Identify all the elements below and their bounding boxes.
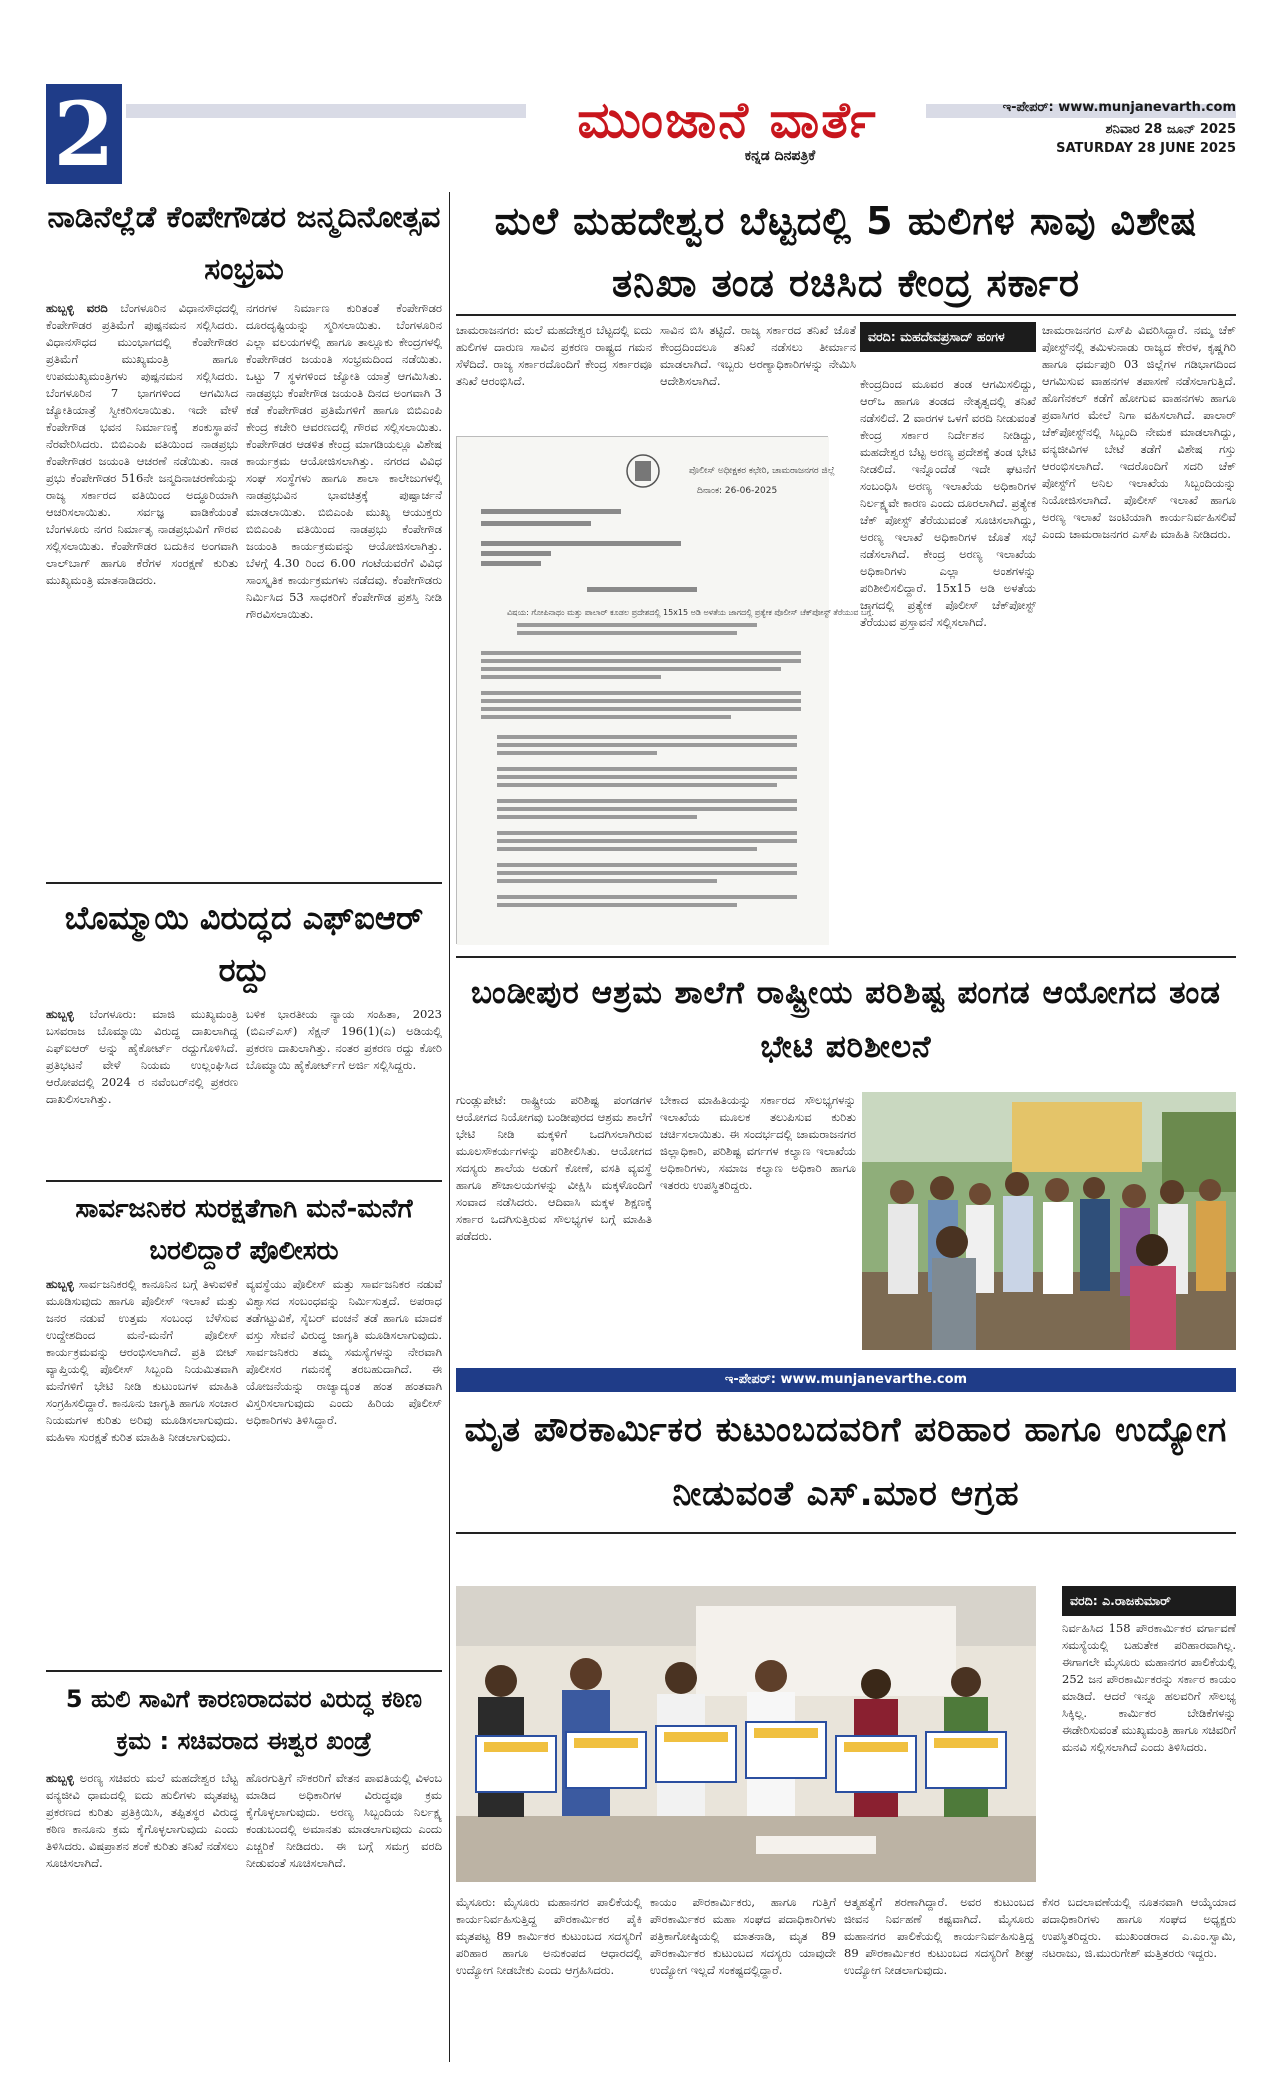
bandipur-body-col1: ಗುಂಡ್ಲುಪೇಟೆ: ರಾಷ್ಟ್ರೀಯ ಪರಿಶಿಷ್ಟ ಪಂಗಡಗಳ ಆಯೋಗದ ನಿಯೋಗವು ಬಂಡೀಪುರದ ಆಶ್ರಮ ಶಾಲೆಗೆ ಭೇಟಿ ನೀಡಿ ಮಕ್ಕಳಿಗೆ ಒದಗಿಸಲಾಗಿರುವ ಮೂಲಸೌಕರ್ಯಗಳನ್ನು ಪರಿಶೀಲಿಸಿತು. ಆಯೋಗದ ಸದಸ್ಯರು ಶಾಲೆಯ ಅಡುಗೆ ಕೋಣೆ, ವಸತಿ ವ್ಯವಸ್ಥೆ ಹಾಗೂ ಶೌಚಾಲಯಗಳನ್ನು ವೀಕ್ಷಿಸಿ ಮಕ್ಕಳೊಂದಿಗೆ ಸಂವಾದ ನಡೆಸಿದರು. ಆದಿವಾಸಿ ಮಕ್ಕಳ ಶಿಕ್ಷಣಕ್ಕೆ ಸರ್ಕಾರ ಒದಗಿಸುತ್ತಿರುವ ಸೌಲಭ್ಯಗಳ ಬಗ್ಗೆ ಮಾಹಿತಿ ಪಡೆದರು. [456,1093,652,1243]
story-divider [456,956,1236,958]
page-number: 2 [46,84,122,184]
dateline: ಹುಬ್ಬಳ್ಳಿ [46,1007,74,1021]
headline-rule [456,314,1236,316]
tigers-body-col2: ಸಾವಿನ ಬಿಸಿ ತಟ್ಟಿದೆ. ರಾಜ್ಯ ಸರ್ಕಾರದ ತನಿಖೆ ಜೊತೆ ಕೇಂದ್ರದಿಂದಲೂ ತನಿಖೆ ನಡೆಸಲು ತೀರ್ಮಾನ ಮಾಡಲಾಗಿದೆ. ಇಬ್ಬರು ಅರಣ್ಯಾಧಿಕಾರಿಗಳನ್ನು ನೇಮಿಸಿ ಆದೇಶಿಸಲಾಗಿದೆ. [660,323,856,388]
minister-body-col2: ಹೊರಗುತ್ತಿಗೆ ನೌಕರರಿಗೆ ವೇತನ ಪಾವತಿಯಲ್ಲಿ ವಿಳಂಬ ಮಾಡಿದ ಅಧಿಕಾರಿಗಳ ವಿರುದ್ಧವೂ ಕ್ರಮ ಕೈಗೊಳ್ಳಲಾಗುವುದು. ಅರಣ್ಯ ಸಿಬ್ಬಂದಿಯ ನಿರ್ಲಕ್ಷ್ಯ ಕಂಡುಬಂದಲ್ಲಿ ಅಮಾನತು ಮಾಡಲಾಗುವುದು ಎಂದು ಎಚ್ಚರಿಕೆ ನೀಡಿದರು. ಈ ಬಗ್ಗೆ ಸಮಗ್ರ ವರದಿ ನೀಡುವಂತೆ ಸೂಚಿಸಲಾಗಿದೆ. [246,1771,442,1870]
pourakarmika-body-col3: ಆತ್ಮಹತ್ಯೆಗೆ ಶರಣಾಗಿದ್ದಾರೆ. ಅವರ ಕುಟುಂಬದ ಜೀವನ ನಿರ್ವಹಣೆ ಕಷ್ಟವಾಗಿದೆ. ಮೈಸೂರು ಮಹಾನಗರ ಪಾಲಿಕೆಯಲ್ಲಿ ಕಾರ್ಯನಿರ್ವಹಿಸುತ್ತಿದ್ದ 89 ಪೌರಕಾರ್ಮಿಕರ ಕುಟುಂಬದ ಸದಸ್ಯರಿಗೆ ಶೀಘ್ರ ಉದ್ಯೋಗ ನೀಡಲಾಗುವುದು. [844,1895,1034,1977]
headline-rule [456,1532,1236,1534]
pourakarmika-body-col2: ಕಾಯಂ ಪೌರಕಾರ್ಮಿಕರು, ಹಾಗೂ ಗುತ್ತಿಗೆ ಪೌರಕಾರ್ಮಿಕರ ಮಹಾ ಸಂಘದ ಪದಾಧಿಕಾರಿಗಳು ಪತ್ರಿಕಾಗೋಷ್ಠಿಯಲ್ಲಿ ಮಾತನಾಡಿ, ಮೃತ 89 ಪೌರಕಾರ್ಮಿಕರ ಕುಟುಂಬದ ಸದಸ್ಯರು ಯಾವುದೇ ಉದ್ಯೋಗ ಇಲ್ಲದೆ ಸಂಕಷ್ಟದಲ್ಲಿದ್ದಾರೆ. [650,1895,836,1977]
column-divider [449,192,450,2062]
dateline: ಹುಬ್ಬಳ್ಳಿ [46,1771,74,1785]
website-link[interactable]: ಇ-ಪೇಪರ್: www.munjanevarth.com [1002,100,1236,115]
tigers-body-col4: ಚಾಮರಾಜನಗರ ಎಸ್‌ಪಿ ವಿವರಿಸಿದ್ದಾರೆ. ನಮ್ಮ ಚೆಕ್ ಪೋಸ್ಟ್‌ನಲ್ಲಿ ತಮಿಳುನಾಡು ರಾಜ್ಯದ ಕೇರಳ, ಕೃಷ್ಣಗಿರಿ ಹಾಗೂ ಧರ್ಮಪುರಿ 03 ಜಿಲ್ಲೆಗಳ ಗಡಿಭಾಗದಿಂದ ಆಗಮಿಸುವ ವಾಹನಗಳ ತಪಾಸಣೆ ನಡೆಸಲಾಗುತ್ತಿದೆ. ಹೊಗೆನಕಲ್ ಕಡೆಗೆ ಹೋಗುವ ವಾಹನಗಳು ಹಾಗೂ ಪ್ರವಾಸಿಗರ ಮೇಲೆ ನಿಗಾ ವಹಿಸಲಾಗಿದೆ. ಪಾಲಾರ್ ಚೆಕ್‌ಪೋಸ್ಟ್‌ನಲ್ಲಿ ಸಿಬ್ಬಂದಿ ನೇಮಕ ಮಾಡಲಾಗಿದ್ದು, ವನ್ಯಜೀವಿಗಳ ಬೇಟೆ ತಡೆಗೆ ವಿಶೇಷ ಗಸ್ತು ಆರಂಭಿಸಲಾಗಿದೆ. ಇದರೊಂದಿಗೆ ಸದರಿ ಚೆಕ್ ಪೋಸ್ಟ್‌ಗೆ ಅನಿಲ ಇಲಾಖೆಯ ಸಿಬ್ಬಂದಿಯನ್ನು ನಿಯೋಜಿಸಲಾಗಿದೆ. ಪೊಲೀಸ್ ಇಲಾಖೆ ಹಾಗೂ ಅರಣ್ಯ ಇಲಾಖೆ ಜಂಟಿಯಾಗಿ ಕಾರ್ಯನಿರ್ವಹಿಸಲಿವೆ ಎಂದು ಚಾಮರಾಜನಗರ ಎಸ್‌ಪಿ ಮಾಹಿತಿ ನೀಡಿದರು. [1042,323,1236,541]
tigers-headline: ಮಲೆ ಮಹದೇಶ್ವರ ಬೆಟ್ಟದಲ್ಲಿ 5 ಹುಲಿಗಳ ಸಾವು ವಿಶೇಷ ತನಿಖಾ ತಂಡ ರಚಿಸಿದ ಕೇಂದ್ರ ಸರ್ಕಾರ [494,199,1198,305]
minister-headline: 5 ಹುಲಿ ಸಾವಿಗೆ ಕಾರಣರಾದವರ ವಿರುದ್ಧ ಕಠಿಣ ಕ್ರಮ : ಸಚಿವರಾದ ಈಶ್ವರ ಖಂಡ್ರೆ [65,1685,423,1755]
emblem-icon [635,461,651,481]
date-kannada: ಶನಿವಾರ 28 ಜೂನ್ 2025 [1105,122,1236,137]
body-text: ಅರಣ್ಯ ಸಚಿವರು ಮಲೆ ಮಹದೇಶ್ವರ ಬೆಟ್ಟ ವನ್ಯಜೀವಿ ಧಾಮದಲ್ಲಿ ಐದು ಹುಲಿಗಳು ಮೃತಪಟ್ಟ ಪ್ರಕರಣದ ಕುರಿತು ಪ್ರತಿಕ್ರಿಯಿಸಿ, ತಪ್ಪಿತಸ್ಥರ ವಿರುದ್ಧ ಕಠಿಣ ಕಾನೂನು ಕ್ರಮ ಕೈಗೊಳ್ಳಲಾಗುವುದು ಎಂದು ತಿಳಿಸಿದರು. ವಿಷಪ್ರಾಶನ ಶಂಕೆ ಕುರಿತು ತನಿಖೆ ನಡೆಸಲು ಸೂಚಿಸಲಾಗಿದೆ. [46,1771,238,1870]
dateline: ಹುಬ್ಬಳ್ಳಿ [46,1277,74,1291]
date-english: SATURDAY 28 JUNE 2025 [1056,141,1236,156]
tigers-body-col1: ಚಾಮರಾಜನಗರ: ಮಲೆ ಮಹದೇಶ್ವರ ಬೆಟ್ಟದಲ್ಲಿ ಐದು ಹುಲಿಗಳ ದಾರುಣ ಸಾವಿನ ಪ್ರಕರಣ ರಾಷ್ಟ್ರದ ಗಮನ ಸೆಳೆದಿದೆ. ರಾಜ್ಯ ಸರ್ಕಾರದೊಂದಿಗೆ ಕೇಂದ್ರ ಸರ್ಕಾರವೂ ತನಿಖೆ ಆರಂಭಿಸಿದೆ. [456,323,652,388]
bandipur-headline: ಬಂಡೀಪುರ ಆಶ್ರಮ ಶಾಲೆಗೆ ರಾಷ್ಟ್ರೀಯ ಪರಿಶಿಷ್ಟ ಪಂಗಡ ಆಯೋಗದ ತಂಡ ಭೇಟಿ ಪರಿಶೀಲನೆ [471,975,1221,1065]
body-text: ಬೆಂಗಳೂರಿನ ವಿಧಾನಸೌಧದಲ್ಲಿ ಕೆಂಪೇಗೌಡರ ಪ್ರತಿಮೆಗೆ ಪುಷ್ಪನಮನ ಸಲ್ಲಿಸಿದರು. ವಿಧಾನಸೌಧದ ಮುಂಭಾಗದಲ್ಲಿ ಕೆಂಪೇಗೌಡರ ಪ್ರತಿಮೆಗೆ ಮುಖ್ಯಮಂತ್ರಿ ಹಾಗೂ ಉಪಮುಖ್ಯಮಂತ್ರಿಗಳು ಪುಷ್ಪನಮನ ಸಲ್ಲಿಸಿದರು. ಬೆಂಗಳೂರಿನ 7 ಭಾಗಗಳಿಂದ ಆಗಮಿಸಿದ ಜ್ಯೋತಿಯಾತ್ರೆ ಸ್ವೀಕರಿಸಲಾಯಿತು. ಇದೇ ವೇಳೆ ಕೆಂಪೇಗೌಡ ಭವನ ನಿರ್ಮಾಣಕ್ಕೆ ಶಂಕುಸ್ಥಾಪನೆ ನೆರವೇರಿಸಿದರು. ಬಿಬಿಎಂಪಿ ವತಿಯಿಂದ ನಾಡಪ್ರಭು ಕೆಂಪೇಗೌಡರ ಜಯಂತಿ ಆಚರಣೆ ನಡೆಯಿತು. ನಾಡ ಪ್ರಭು ಕೆಂಪೇಗೌಡರ 516ನೇ ಜನ್ಮದಿನಾಚರಣೆಯನ್ನು ರಾಜ್ಯ ಸರ್ಕಾರದ ವತಿಯಿಂದ ಅದ್ಧೂರಿಯಾಗಿ ಆಚರಿಸಲಾಯಿತು. ಸರ್ವಜ್ಞ ವಾಡಿಕೆಯಂತೆ ಬೆಂಗಳೂರು ನಗರ ನಿರ್ಮಾತೃ ನಾಡಪ್ರಭುವಿಗೆ ಗೌರವ ಸಲ್ಲಿಸಲಾಯಿತು. ಕೆಂಪೇಗೌಡರ ಬದುಕಿನ ಅಂಗವಾಗಿ ಲಾಲ್‌ಬಾಗ್ ಹಾಗೂ ಕೆರೆಗಳ ಸಂರಕ್ಷಣೆ ಕುರಿತು ಮುಖ್ಯಮಂತ್ರಿ ಮಾತನಾಡಿದರು. [46,301,238,587]
minister-body-col1 [46,1770,238,2060]
bandipur-body-col2: ಬೇಕಾದ ಮಾಹಿತಿಯನ್ನು ಸರ್ಕಾರದ ಸೌಲಭ್ಯಗಳನ್ನು ಇಲಾಖೆಯ ಮೂಲಕ ತಲುಪಿಸುವ ಕುರಿತು ಚರ್ಚಿಸಲಾಯಿತು. ಈ ಸಂದರ್ಭದಲ್ಲಿ ಚಾಮರಾಜನಗರ ಜಿಲ್ಲಾಧಿಕಾರಿ, ಪರಿಶಿಷ್ಟ ವರ್ಗಗಳ ಕಲ್ಯಾಣ ಇಲಾಖೆಯ ಅಧಿಕಾರಿಗಳು, ಸಮಾಜ ಕಲ್ಯಾಣ ಅಧಿಕಾರಿ ಹಾಗೂ ಇತರರು ಉಪಸ್ಥಿತರಿದ್ದರು. [660,1093,856,1192]
pourakarmika-body-col1: ಮೈಸೂರು: ಮೈಸೂರು ಮಹಾನಗರ ಪಾಲಿಕೆಯಲ್ಲಿ ಕಾರ್ಯನಿರ್ವಹಿಸುತ್ತಿದ್ದ ಪೌರಕಾರ್ಮಿಕರ ಪೈಕಿ ಮೃತಪಟ್ಟ 89 ಕಾರ್ಮಿಕರ ಕುಟುಂಬದ ಸದಸ್ಯರಿಗೆ ಪರಿಹಾರ ಹಾಗೂ ಅನುಕಂಪದ ಆಧಾರದಲ್ಲಿ ಉದ್ಯೋಗ ನೀಡಬೇಕು ಎಂದು ಆಗ್ರಹಿಸಿದರು. [456,1895,642,1977]
group-photo-illustration [862,1092,1236,1350]
bommai-body-col1 [46,1006,238,1176]
kempegowda-body-col2: ನಗರಗಳ ನಿರ್ಮಾಣ ಕುರಿತಂತೆ ಕೆಂಪೇಗೌಡರ ದೂರದೃಷ್ಟಿಯನ್ನು ಸ್ಮರಿಸಲಾಯಿತು. ಬೆಂಗಳೂರಿನ ಎಲ್ಲಾ ವಲಯಗಳಲ್ಲಿ ಹಾಗೂ ತಾಲ್ಲೂಕು ಕೇಂದ್ರಗಳಲ್ಲಿ ಕೆಂಪೇಗೌಡರ ಜಯಂತಿ ಸಂಭ್ರಮದಿಂದ ನಡೆಯಿತು. ಒಟ್ಟು 7 ಸ್ಥಳಗಳಿಂದ ಜ್ಯೋತಿ ಯಾತ್ರೆ ಆಗಮಿಸಿತು. ನಾಡಪ್ರಭು ಕೆಂಪೇಗೌಡ ಜಯಂತಿ ದಿನದ ಅಂಗವಾಗಿ 3 ಕಡೆ ಕೆಂಪೇಗೌಡರ ಪ್ರತಿಮೆಗಳಿಗೆ ಹಾಗೂ ಬಿಬಿಎಂಪಿ ಕೇಂದ್ರ ಕಚೇರಿ ಆವರಣದಲ್ಲಿ ಗೌರವ ಸಲ್ಲಿಸಲಾಯಿತು. ಕೆಂಪೇಗೌಡರ ಆಡಳಿತ ಕೇಂದ್ರ ಮಾಗಡಿಯಲ್ಲೂ ವಿಶೇಷ ಕಾರ್ಯಕ್ರಮ ಆಯೋಜಿಸಲಾಗಿತ್ತು. ನಗರದ ವಿವಿಧ ಸಂಘ ಸಂಸ್ಥೆಗಳು ಹಾಗೂ ಶಾಲಾ ಕಾಲೇಜುಗಳಲ್ಲಿ ನಾಡಪ್ರಭುವಿನ ಭಾವಚಿತ್ರಕ್ಕೆ ಪುಷ್ಪಾರ್ಚನೆ ಮಾಡಲಾಯಿತು. ಬಿಬಿಎಂಪಿ ಮುಖ್ಯ ಆಯುಕ್ತರು ಬಿಬಿಎಂಪಿ ವತಿಯಿಂದ ನಾಡಪ್ರಭು ಕೆಂಪೇಗೌಡ ಜಯಂತಿ ಕಾರ್ಯಕ್ರಮವನ್ನು ಆಯೋಜಿಸಲಾಗಿತ್ತು. ಬೆಳಗ್ಗೆ 4.30 ರಿಂದ 6.00 ಗಂಟೆಯವರೆಗೆ ವಿವಿಧ ಸಾಂಸ್ಕೃತಿಕ ಕಾರ್ಯಕ್ರಮಗಳು ನಡೆದವು. ಕೆಂಪೇಗೌಡರು ನಿರ್ಮಿಸಿದ 53 ಸಾಧಕರಿಗೆ ಕೆಂಪೇಗೌಡ ಪ್ರಶಸ್ತಿ ನೀಡಿ ಗೌರವಿಸಲಾಯಿತು. [246,301,442,621]
pourakarmika-body-col4: ಕೆಸರ ಬದಲಾವಣೆಯಲ್ಲಿ ನೂತನವಾಗಿ ಆಯ್ಕೆಯಾದ ಪದಾಧಿಕಾರಿಗಳು ಹಾಗೂ ಸಂಘದ ಅಧ್ಯಕ್ಷರು ಉಪಸ್ಥಿತರಿದ್ದರು. ಮುಖಂಡರಾದ ಎ.ಎಂ.ಸ್ವಾಮಿ, ನಟರಾಜು, ಜಿ.ಮುರುಗೇಶ್ ಮತ್ತಿತರರು ಇದ್ದರು. [1042,1895,1236,1960]
masthead-rule [126,104,526,118]
story-divider [46,882,442,884]
newspaper-subtitle: ಕನ್ನಡ ದಿನಪತ್ರಿಕೆ [744,148,816,164]
government-letter-image [456,436,875,944]
letter-ref: ದಿನಾಂಕ: 26-06-2025 [697,486,778,496]
letter-subject: ವಿಷಯ: ಗೋಪಿನಾಥಂ ಮತ್ತು ಪಾಲಾರ್ ಕೂಡಲ ಪ್ರದೇಶದಲ್ಲಿ 15x15 ಅಡಿ ಅಳತೆಯ ಜಾಗದಲ್ಲಿ ಪ್ರತ್ಯೇಕ ಪೊಲೀಸ್ ಚೆಕ್‌ಪೋಸ್ಟ್ ತೆರೆಯುವ ಬಗ್ಗೆ. [507,608,875,617]
body-text: ಸಾರ್ವಜನಿಕರಲ್ಲಿ ಕಾನೂನಿನ ಬಗ್ಗೆ ತಿಳುವಳಿಕೆ ಮೂಡಿಸುವುದು ಹಾಗೂ ಪೊಲೀಸ್ ಇಲಾಖೆ ಮತ್ತು ಜನರ ನಡುವೆ ಉತ್ತಮ ಸಂಬಂಧ ಬೆಳೆಸುವ ಉದ್ದೇಶದಿಂದ ಮನೆ-ಮನೆಗೆ ಪೊಲೀಸ್ ಕಾರ್ಯಕ್ರಮವನ್ನು ಆರಂಭಿಸಲಾಗಿದೆ. ಪ್ರತಿ ಬೀಟ್ ವ್ಯಾಪ್ತಿಯಲ್ಲಿ ಪೊಲೀಸ್ ಸಿಬ್ಬಂದಿ ನಿಯಮಿತವಾಗಿ ಮನೆಗಳಿಗೆ ಭೇಟಿ ನೀಡಿ ಕುಟುಂಬಗಳ ಮಾಹಿತಿ ಸಂಗ್ರಹಿಸಲಿದ್ದಾರೆ. ಕಾನೂನು ಜಾಗೃತಿ ಹಾಗೂ ಸಂಚಾರ ನಿಯಮಗಳ ಕುರಿತು ಅರಿವು ಮೂಡಿಸಲಾಗುವುದು. ಮಹಿಳಾ ಸುರಕ್ಷತೆ ಕುರಿತ ಮಾಹಿತಿ ನೀಡಲಾಗುವುದು. [46,1277,238,1444]
police-headline: ಸಾರ್ವಜನಿಕರ ಸುರಕ್ಷತೆಗಾಗಿ ಮನೆ-ಮನೆಗೆ ಬರಲಿದ್ದಾರೆ ಪೊಲೀಸರು [75,1194,413,1266]
story-divider [46,1180,442,1182]
police-body-col2: ವ್ಯವಸ್ಥೆಯು ಪೊಲೀಸ್ ಮತ್ತು ಸಾರ್ವಜನಿಕರ ನಡುವೆ ವಿಶ್ವಾಸದ ಸಂಬಂಧವನ್ನು ನಿರ್ಮಿಸುತ್ತದೆ. ಅಪರಾಧ ತಡೆಗಟ್ಟುವಿಕೆ, ಸೈಬರ್ ವಂಚನೆ ತಡೆ ಹಾಗೂ ಮಾದಕ ವಸ್ತು ಸೇವನೆ ವಿರುದ್ಧ ಜಾಗೃತಿ ಮೂಡಿಸಲಾಗುವುದು. ಸಾರ್ವಜನಿಕರು ತಮ್ಮ ಸಮಸ್ಯೆಗಳನ್ನು ನೇರವಾಗಿ ಪೊಲೀಸರ ಗಮನಕ್ಕೆ ತರಬಹುದಾಗಿದೆ. ಈ ಯೋಜನೆಯನ್ನು ರಾಜ್ಯಾದ್ಯಂತ ಹಂತ ಹಂತವಾಗಿ ವಿಸ್ತರಿಸಲಾಗುವುದು ಎಂದು ಹಿರಿಯ ಪೊಲೀಸ್ ಅಧಿಕಾರಿಗಳು ತಿಳಿಸಿದ್ದಾರೆ. [246,1277,442,1427]
letter-document-illustration [457,437,875,945]
dateline: ಹುಬ್ಬಳ್ಳಿ ವರದಿ [46,301,108,315]
pourakarmika-body-side: ನಿರ್ವಹಿಸಿದ 158 ಪೌರಕಾರ್ಮಿಕರ ವರ್ಗಾವಣೆ ಸಮಸ್ಯೆಯಲ್ಲಿ ಬಹುತೇಕ ಪರಿಹಾರವಾಗಿಲ್ಲ. ಈಗಾಗಲೇ ಮೈಸೂರು ಮಹಾನಗರ ಪಾಲಿಕೆಯಲ್ಲಿ 252 ಜನ ಪೌರಕಾರ್ಮಿಕರನ್ನು ಸರ್ಕಾರ ಕಾಯಂ ಮಾಡಿದೆ. ಆದರೆ ಇನ್ನೂ ಹಲವರಿಗೆ ಸೌಲಭ್ಯ ಸಿಕ್ಕಿಲ್ಲ. ಕಾರ್ಮಿಕರ ಬೇಡಿಕೆಗಳನ್ನು ಈಡೇರಿಸುವಂತೆ ಮುಖ್ಯಮಂತ್ರಿ ಹಾಗೂ ಸಚಿವರಿಗೆ ಮನವಿ ಸಲ್ಲಿಸಲಾಗಿದೆ ಎಂದು ತಿಳಿಸಿದರು. [1062,1621,1236,1754]
kempegowda-headline: ನಾಡಿನೆಲ್ಲೆಡೆ ಕೆಂಪೇಗೌಡರ ಜನ್ಮದಿನೋತ್ಸವ ಸಂಭ್ರಮ [47,200,441,287]
press-meet-illustration [456,1586,1036,1882]
newspaper-logo: ಮುಂಜಾನೆ ವಾರ್ತೆ [577,91,878,149]
bommai-body-col2: ಬಳಿಕ ಭಾರತೀಯ ನ್ಯಾಯ ಸಂಹಿತಾ, 2023 (ಬಿಎನ್‌ಎಸ್) ಸೆಕ್ಷನ್ 196(1)(ಎ) ಅಡಿಯಲ್ಲಿ ಪ್ರಕರಣ ದಾಖಲಾಗಿತ್ತು. ನಂತರ ಪ್ರಕರಣ ರದ್ದು ಕೋರಿ ಬೊಮ್ಮಾಯಿ ಹೈಕೋರ್ಟ್‌ಗೆ ಅರ್ಜಿ ಸಲ್ಲಿಸಿದ್ದರು. [246,1007,442,1072]
e-paper-banner[interactable]: ಇ-ಪೇಪರ್: www.munjanevarthe.com [456,1368,1236,1392]
tigers-body-col3: ಕೇಂದ್ರದಿಂದ ಮೂವರ ತಂಡ ಆಗಮಿಸಲಿದ್ದು, ಆರ್‌ಒ ಹಾಗೂ ತಂಡದ ನೇತೃತ್ವದಲ್ಲಿ ತನಿಖೆ ನಡೆಸಲಿದೆ. 2 ವಾರಗಳ ಒಳಗೆ ವರದಿ ನೀಡುವಂತೆ ಕೇಂದ್ರ ಸರ್ಕಾರ ನಿರ್ದೇಶನ ನೀಡಿದ್ದು, ಮಹದೇಶ್ವರ ಬೆಟ್ಟ ಅರಣ್ಯ ಪ್ರದೇಶಕ್ಕೆ ತಂಡ ಭೇಟಿ ನೀಡಲಿದೆ. ಇನ್ನೊಂದೆಡೆ ಇದೇ ಘಟನೆಗೆ ಸಂಬಂಧಿಸಿ ಅರಣ್ಯ ಇಲಾಖೆಯ ಅಧಿಕಾರಿಗಳ ನಿರ್ಲಕ್ಷ್ಯವೇ ಕಾರಣ ಎಂದು ದೂರಲಾಗಿದೆ. ಪ್ರತ್ಯೇಕ ಚೆಕ್ ಪೋಸ್ಟ್ ತೆರೆಯುವಂತೆ ಸೂಚಿಸಲಾಗಿದ್ದು, ಅರಣ್ಯ ಇಲಾಖೆ ಅಧಿಕಾರಿಗಳ ಜೊತೆ ಸಭೆ ನಡೆಸಲಾಗಿದೆ. ಕೇಂದ್ರ ಅರಣ್ಯ ಇಲಾಖೆಯ ಅಧಿಕಾರಿಗಳು ಎಲ್ಲಾ ಅಂಶಗಳನ್ನು ಪರಿಶೀಲಿಸಲಿದ್ದಾರೆ. 15x15 ಅಡಿ ಅಳತೆಯ ಜಾಗದಲ್ಲಿ ಪ್ರತ್ಯೇಕ ಪೊಲೀಸ್ ಚೆಕ್‌ಪೋಸ್ಟ್ ತೆರೆಯುವ ಪ್ರಸ್ತಾವನೆ ಸಲ್ಲಿಸಲಾಗಿದೆ. [860,377,1037,629]
pourakarmika-headline: ಮೃತ ಪೌರಕಾರ್ಮಿಕರ ಕುಟುಂಬದವರಿಗೆ ಪರಿಹಾರ ಹಾಗೂ ಉದ್ಯೋಗ ನೀಡುವಂತೆ ಎಸ್.ಮಾರ ಆಗ್ರಹ [464,1410,1228,1514]
body-text: ಬೆಂಗಳೂರು: ಮಾಜಿ ಮುಖ್ಯಮಂತ್ರಿ ಬಸವರಾಜ ಬೊಮ್ಮಾಯಿ ವಿರುದ್ಧ ದಾಖಲಾಗಿದ್ದ ಎಫ್‌ಐಆರ್ ಅನ್ನು ಹೈಕೋರ್ಟ್ ರದ್ದುಗೊಳಿಸಿದೆ. ಪ್ರತಿಭಟನೆ ವೇಳೆ ನಿಯಮ ಉಲ್ಲಂಘಿಸಿದ ಆರೋಪದಲ್ಲಿ 2024 ರ ನವೆಂಬರ್‌ನಲ್ಲಿ ಪ್ರಕರಣ ದಾಖಲಿಸಲಾಗಿತ್ತು. [46,1007,238,1106]
pourakarmika-byline: ವರದಿ: ಎ.ರಾಜಕುಮಾರ್ [1062,1586,1236,1616]
kempegowda-body-col1 [46,300,238,870]
bommai-headline: ಬೊಮ್ಮಾಯಿ ವಿರುದ್ಧದ ಎಫ್‌ಐಆರ್ ರದ್ದು [64,899,424,989]
letter-org: ಪೊಲೀಸ್ ಅಧೀಕ್ಷಕರ ಕಛೇರಿ, ಚಾಮರಾಜನಗರ ಜಿಲ್ಲೆ [689,466,835,476]
police-body-col1 [46,1276,238,1666]
press-meet-photo [456,1586,1036,1882]
tigers-byline: ವರದಿ: ಮಹದೇವಪ್ರಸಾದ್ ಹಂಗಳ [860,322,1036,352]
story-divider [46,1670,442,1672]
bandipur-visit-photo [862,1092,1236,1350]
